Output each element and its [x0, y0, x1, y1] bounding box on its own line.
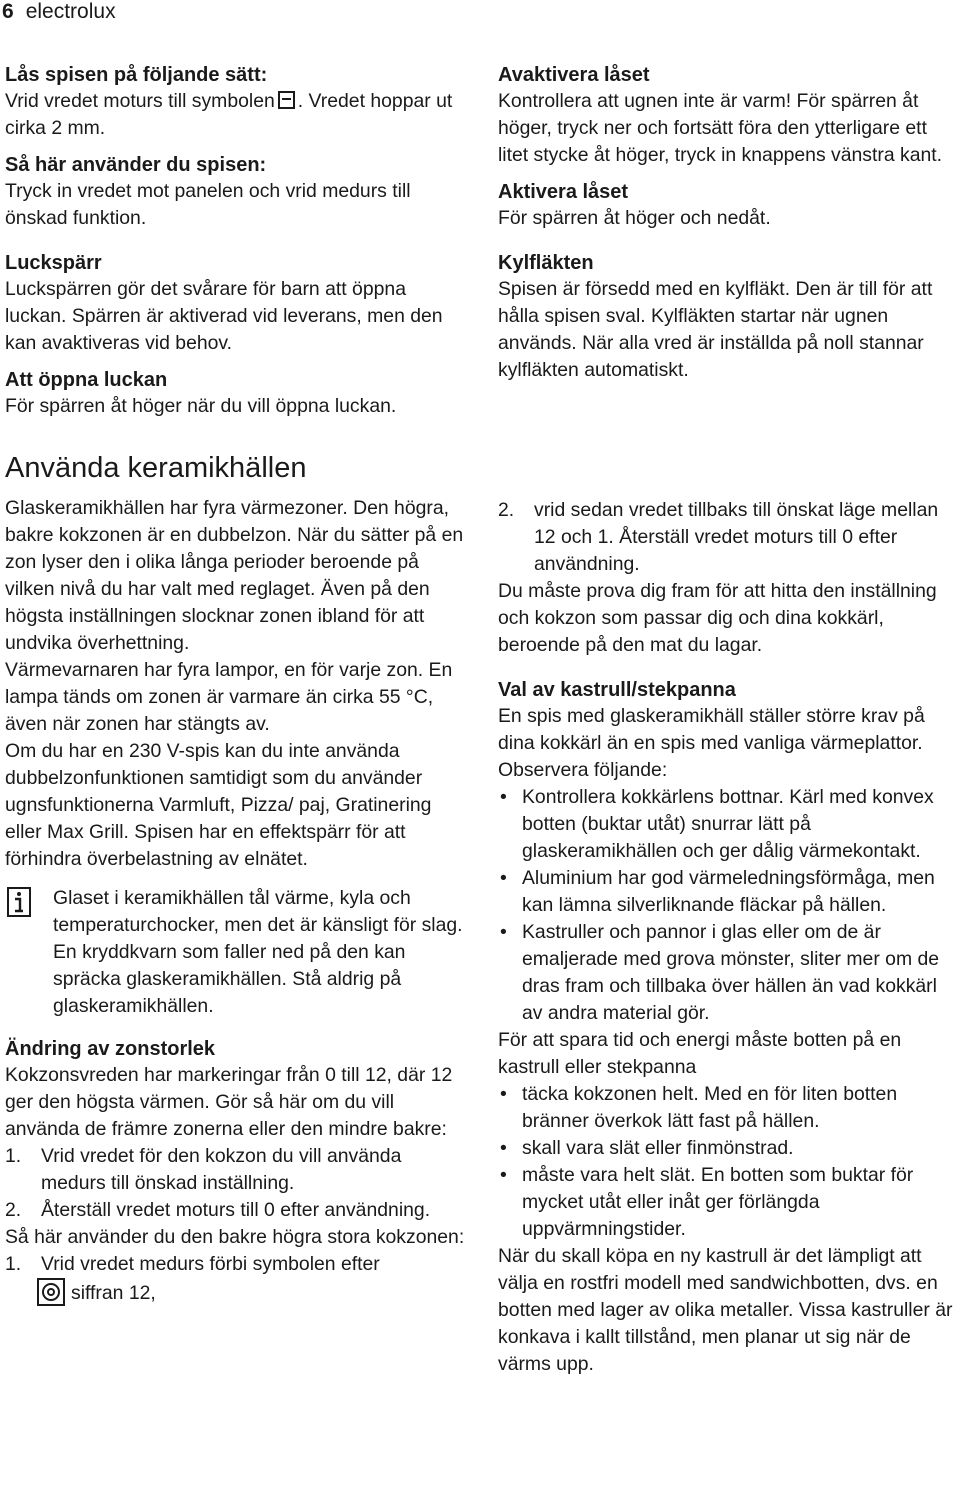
- list-text: vrid sedan vredet tillbaks till önskat läge mellan 12 och 1. Återställ vredet moturs till 0 efter användning.: [534, 499, 939, 575]
- bottom-bullets: [498, 1081, 960, 1243]
- deactivate-heading: Avaktivera låset: [498, 64, 650, 86]
- dual-zone-paragraph: Om du har en 230 V-spis kan du inte använda dubbelzonfunktionen samtidigt som du använder ugnsfunktionerna Varmluft, Pizza/ paj, Gratinering eller Max Grill. Spisen har en effektspärr för att förhindra överbelastning av elnätet.: [5, 740, 432, 870]
- pan-heading: Val av kastrull/stekpanna: [498, 679, 736, 701]
- lock-heading: Lås spisen på följande sätt:: [5, 64, 268, 86]
- lock-symbol-icon: [278, 91, 295, 109]
- door-lock-text: Luckspärren gör det svårare för barn att öppna luckan. Spärren är aktiverad vid leverans, men den kan avaktiveras vid behov.: [5, 278, 443, 354]
- open-door-heading: Att öppna luckan: [5, 369, 168, 391]
- save-energy-text: För att spara tid och energi måste botten på en kastrull eller stekpanna: [498, 1029, 902, 1078]
- activate-text: För spärren åt höger och nedåt.: [498, 207, 771, 229]
- page-number: 6: [2, 0, 14, 23]
- list-item: • Aluminium har god värmeledningsförmåga, men kan lämna silverliknande fläckar på hällen.: [498, 865, 960, 919]
- left-bottom-column: [5, 495, 467, 1307]
- open-door-text: För spärren åt höger när du vill öppna luckan.: [5, 395, 397, 417]
- list-number: 2.: [498, 499, 515, 521]
- list-text: Återställ vredet moturs till 0 efter användning.: [41, 1199, 431, 1221]
- info-icon: [7, 887, 31, 917]
- list-item: • måste vara helt slät. En botten som buktar för mycket utåt eller inåt ger förlängda uppvärmningstider.: [498, 1162, 960, 1243]
- activate-heading: Aktivera låset: [498, 181, 629, 203]
- page-header: [2, 0, 116, 24]
- dual-zone-symbol-icon: [37, 1278, 65, 1306]
- zones-paragraph: Glaskeramikhällen har fyra värmezoner. Den högra, bakre kokzonen är en dubbelzon. När du sätter på en zon lyser den i olika långa perioder beroende på vilken nivå du har valt med reglaget. Även på den högsta inställningen slocknar zonen ibland för att undvika överhettning.: [5, 497, 464, 654]
- list-item: • skall vara slät eller finmönstrad.: [498, 1135, 960, 1162]
- pan-text: En spis med glaskeramikhäll ställer större krav på dina kokkärl än en spis med vanliga värmeplattor. Observera följande:: [498, 705, 925, 781]
- info-note: [5, 885, 467, 1020]
- deactivate-text: Kontrollera att ugnen inte är varm! För spärren åt höger, tryck ner och fortsätt föra den ytterligare ett litet stycke åt höger, tryck in knappens vänstra kant.: [498, 90, 943, 166]
- buy-advice-text: När du skall köpa en ny kastrull är det lämpligt att välja en rostfri modell med sandwichbotten, dvs. en botten med lager av olika metaller. Vissa kastruller är konkava i kallt tillstånd, men planar ut sig när de värms upp.: [498, 1245, 953, 1375]
- left-top-column: [5, 62, 467, 420]
- list-item: • täcka kokzonen helt. Med en för liten botten bränner överkok lätt fast på hällen.: [498, 1081, 960, 1135]
- list-item: [5, 1143, 467, 1197]
- list-number: 1.: [5, 1253, 22, 1275]
- door-lock-heading: Luckspärr: [5, 252, 102, 274]
- brand-name: electrolux: [25, 0, 116, 23]
- right-top-column: [498, 62, 960, 384]
- section-title: Använda keramikhällen: [5, 452, 307, 484]
- lock-text: [5, 88, 467, 142]
- lock-text-b: . Vredet hoppar ut cirka 2 mm.: [5, 90, 453, 139]
- list-item: [5, 1251, 467, 1278]
- list-item: • Kontrollera kokkärlens bottnar. Kärl med konvex botten (buktar utåt) snurrar lätt på glaskeramikhällen och ger dålig värmekontakt.: [498, 784, 960, 865]
- list-item: [5, 1197, 467, 1224]
- list-number: 2.: [5, 1199, 22, 1221]
- cooling-fan-heading: Kylfläkten: [498, 252, 594, 274]
- cooling-fan-text: Spisen är försedd med en kylfläkt. Den är till för att hålla spisen sval. Kylfläkten startar när ugnen används. När alla vred är inställda på noll stannar kylfläkten automatiskt.: [498, 278, 933, 381]
- list-text: Vrid vredet medurs förbi symbolen efter: [41, 1253, 380, 1275]
- list-text: Vrid vredet för den kokzon du vill använda medurs till önskad inställning.: [41, 1145, 402, 1194]
- zone-size-text: Kokzonsvreden har markeringar från 0 till 12, där 12 ger den högsta värmen. Gör så här om du vill använda de främre zonerna eller den mindre bakre:: [5, 1064, 453, 1140]
- try-text: Du måste prova dig fram för att hitta den inställning och kokzon som passar dig och dina kokkärl, beroende på den mat du lagar.: [498, 580, 937, 656]
- lock-text-a: Vrid vredet moturs till symbolen: [5, 90, 275, 112]
- list-number: 1.: [5, 1145, 22, 1167]
- list-item: [498, 497, 960, 578]
- large-zone-text: Så här använder du den bakre högra stora kokzonen:: [5, 1226, 465, 1248]
- symbol-line: [5, 1278, 467, 1307]
- right-bottom-column: [498, 497, 960, 1378]
- pan-bullets: [498, 784, 960, 1027]
- warning-lamps-paragraph: Värmevarnaren har fyra lampor, en för varje zon. En lampa tänds om zonen är varmare än cirka 55 °C, även när zonen har stängts av.: [5, 659, 453, 735]
- info-text: Glaset i keramikhällen tål värme, kyla och temperaturchocker, men det är känsligt för slag. En kryddkvarn som faller ned på den kan spräcka glaskeramikhällen. Stå aldrig på glaskeramikhällen.: [53, 887, 463, 1017]
- use-text: Tryck in vredet mot panelen och vrid medurs till önskad funktion.: [5, 180, 411, 229]
- zone-size-heading: Ändring av zonstorlek: [5, 1038, 216, 1060]
- use-heading: Så här använder du spisen:: [5, 154, 267, 176]
- symbol-line-text: siffran 12,: [71, 1282, 156, 1304]
- list-item: • Kastruller och pannor i glas eller om de är emaljerade med grova mönster, sliter mer om de dras fram och tillbaka över hällen än vad kokkärl av andra material gör.: [498, 919, 960, 1027]
